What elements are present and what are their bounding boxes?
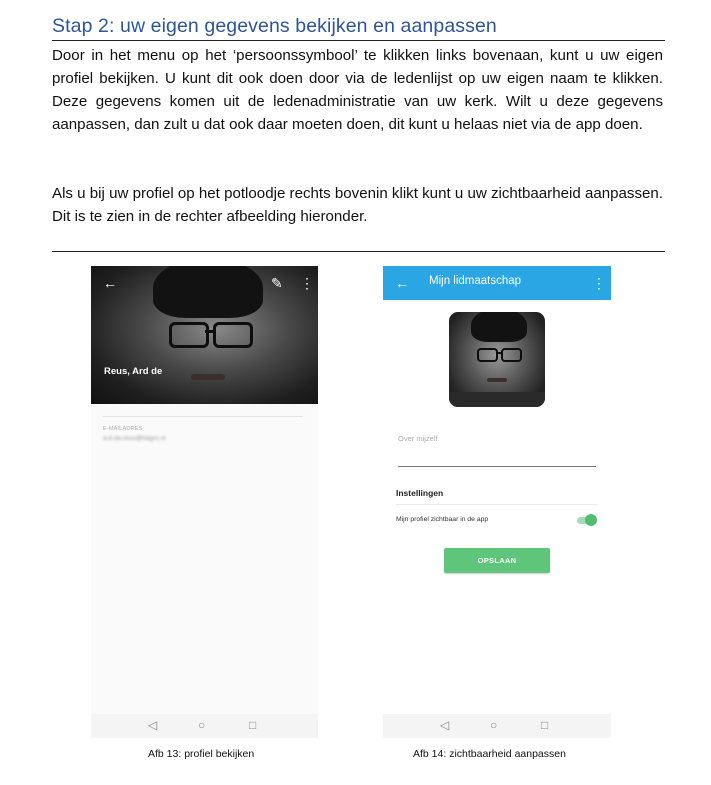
avatar-glasses-left [477,348,498,362]
settings-title: Instellingen [396,488,444,498]
android-navbar [383,714,611,738]
nav-home-icon[interactable]: ○ [490,718,498,732]
caption-right: Afb 14: zichtbaarheid aanpassen [413,748,566,760]
membership-screenshot [383,266,611,738]
more-vert-icon[interactable]: ⋮ [592,275,606,291]
pencil-icon[interactable]: ✎ [271,275,283,291]
avatar-hair [471,312,527,342]
nav-home-icon[interactable]: ○ [198,718,206,732]
caption-left: Afb 13: profiel bekijken [148,748,255,760]
about-me-underline [398,466,596,467]
visibility-setting-label: Mijn profiel zichtbaar in de app [396,516,489,523]
appbar-title: Mijn lidmaatschap [429,275,522,287]
profile-screenshot [91,266,318,738]
nav-recents-icon[interactable]: □ [541,718,549,732]
profile-photo-glasses-left [169,322,209,348]
profile-photo-glasses-bridge [205,330,215,333]
section-heading: Stap 2: uw eigen gegevens bekijken en aanpassen [52,15,497,37]
profile-divider [103,416,303,417]
avatar[interactable] [449,312,545,407]
android-navbar [91,714,318,738]
nav-back-icon[interactable]: ◁ [148,718,158,732]
section-rule [52,251,665,252]
save-button[interactable]: OPSLAAN [444,548,550,573]
profile-photo-mouth [191,374,225,380]
heading-rule [52,40,665,41]
profile-photo-glasses-right [213,322,253,348]
email-label: E-MAILADRES [103,426,143,432]
arrow-left-icon[interactable]: ← [103,275,117,291]
profile-name: Reus, Ard de [104,366,163,377]
email-value: a.d.de.reus@hagro.nl [103,435,166,442]
settings-divider [396,504,598,505]
nav-recents-icon[interactable]: □ [249,718,257,732]
paragraph-visibility: Als u bij uw profiel op het potloodje rechts bovenin klikt kunt u uw zichtbaarheid aanpassen. Dit is te zien in de rechter afbeelding hieronder. [52,185,663,225]
arrow-left-icon[interactable]: ← [395,275,409,291]
visibility-toggle-knob[interactable] [585,514,597,526]
avatar-shirt [449,392,545,407]
profile-photo-header [91,266,318,404]
about-me-input[interactable]: Over mijzelf [398,434,438,443]
avatar-mouth [487,378,507,382]
avatar-glasses-right [501,348,522,362]
membership-appbar [383,266,611,300]
avatar-glasses-bridge [496,352,502,354]
more-vert-icon[interactable]: ⋮ [300,275,314,291]
nav-back-icon[interactable]: ◁ [440,718,450,732]
paragraph-profile-view: Door in het menu op het ‘persoonssymbool’ te klikken links bovenaan, kunt u uw eigen profiel bekijken. U kunt dit ook doen door via de ledenlijst op uw eigen naam te klikken. Deze gegevens komen uit de ledenadministratie van uw kerk. Wilt u deze gegevens aanpassen, dan zult u dat ook daar moeten doen, dit kunt u helaas niet via de app doen. [52,47,663,133]
profile-photo-hair [153,266,263,318]
